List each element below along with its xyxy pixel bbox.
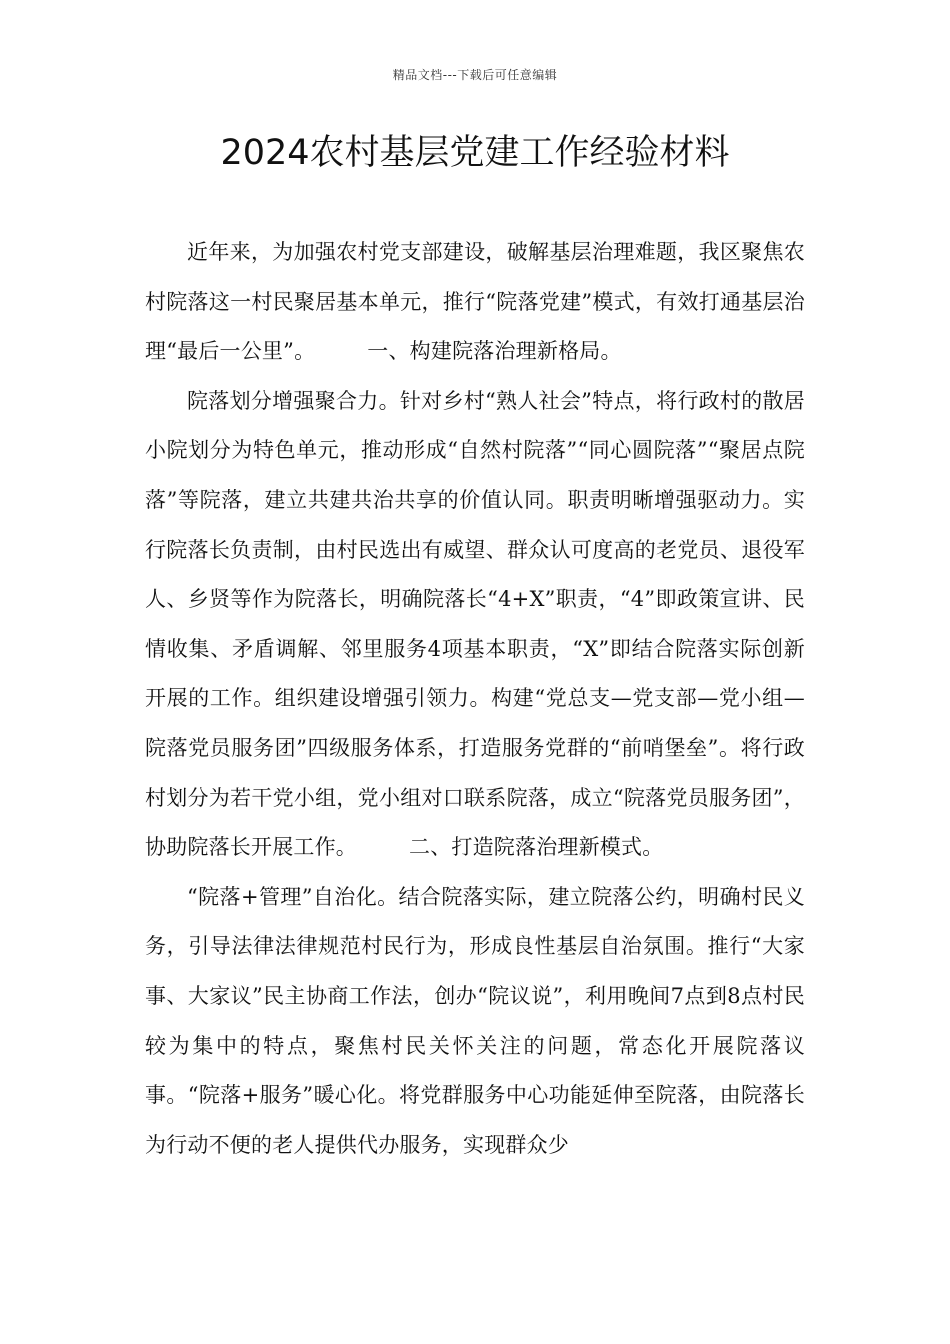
- paragraph-text: “院落+管理”自治化。结合院落实际，建立院落公约，明确村民义务，引导法律法律规范村民行为，形成良性基层自治氛围。推行“大家事、大家议”民主协商工作法，创办“院议说”，利用晚间7点到8点村民较为集中的特点，聚焦村民关怀关注的问题，常态化开展院落议事。“院落+服务”暖心化。将党群服务中心功能延伸至院落，由院落长为行动不便的老人提供代办服务，实现群众少: [145, 884, 805, 1157]
- paragraph-2: [145, 377, 805, 873]
- paragraph-1: [145, 228, 805, 377]
- document-body: [145, 228, 805, 1170]
- paragraph-text: 院落划分增强聚合力。针对乡村“熟人社会”特点，将行政村的散居小院划分为特色单元，推动形成“自然村院落”“同心圆院落”“聚居点院落”等院落，建立共建共治共享的价值认同。职责明晰增强驱动力。实行院落长负责制，由村民选出有威望、群众认可度高的老党员、退役军人、乡贤等作为院落长，明确院落长“4+X”职责，“4”即政策宣讲、民情收集、矛盾调解、邻里服务4项基本职责，“X”即结合院落实际创新开展的工作。组织建设增强引领力。构建“党总支—党支部—党小组—院落党员服务团”四级服务体系，打造服务党群的“前哨堡垒”。将行政村划分为若干党小组，党小组对口联系院落，成立“院落党员服务团”，协助院落长开展工作。: [145, 388, 805, 860]
- section-heading: 二、打造院落治理新模式。: [409, 835, 664, 860]
- paragraph-3: [145, 873, 805, 1171]
- paragraph-text: 近年来，为加强农村党支部建设，破解基层治理难题，我区聚焦农村院落这一村民聚居基本单元，推行“院落党建”模式，有效打通基层治理“最后一公里”。: [145, 240, 805, 364]
- document-title: 2024农村基层党建工作经验材料: [220, 133, 730, 173]
- section-heading: 一、构建院落治理新格局。: [367, 339, 622, 364]
- page-header-note: 精品文档---下载后可任意编辑: [392, 68, 558, 82]
